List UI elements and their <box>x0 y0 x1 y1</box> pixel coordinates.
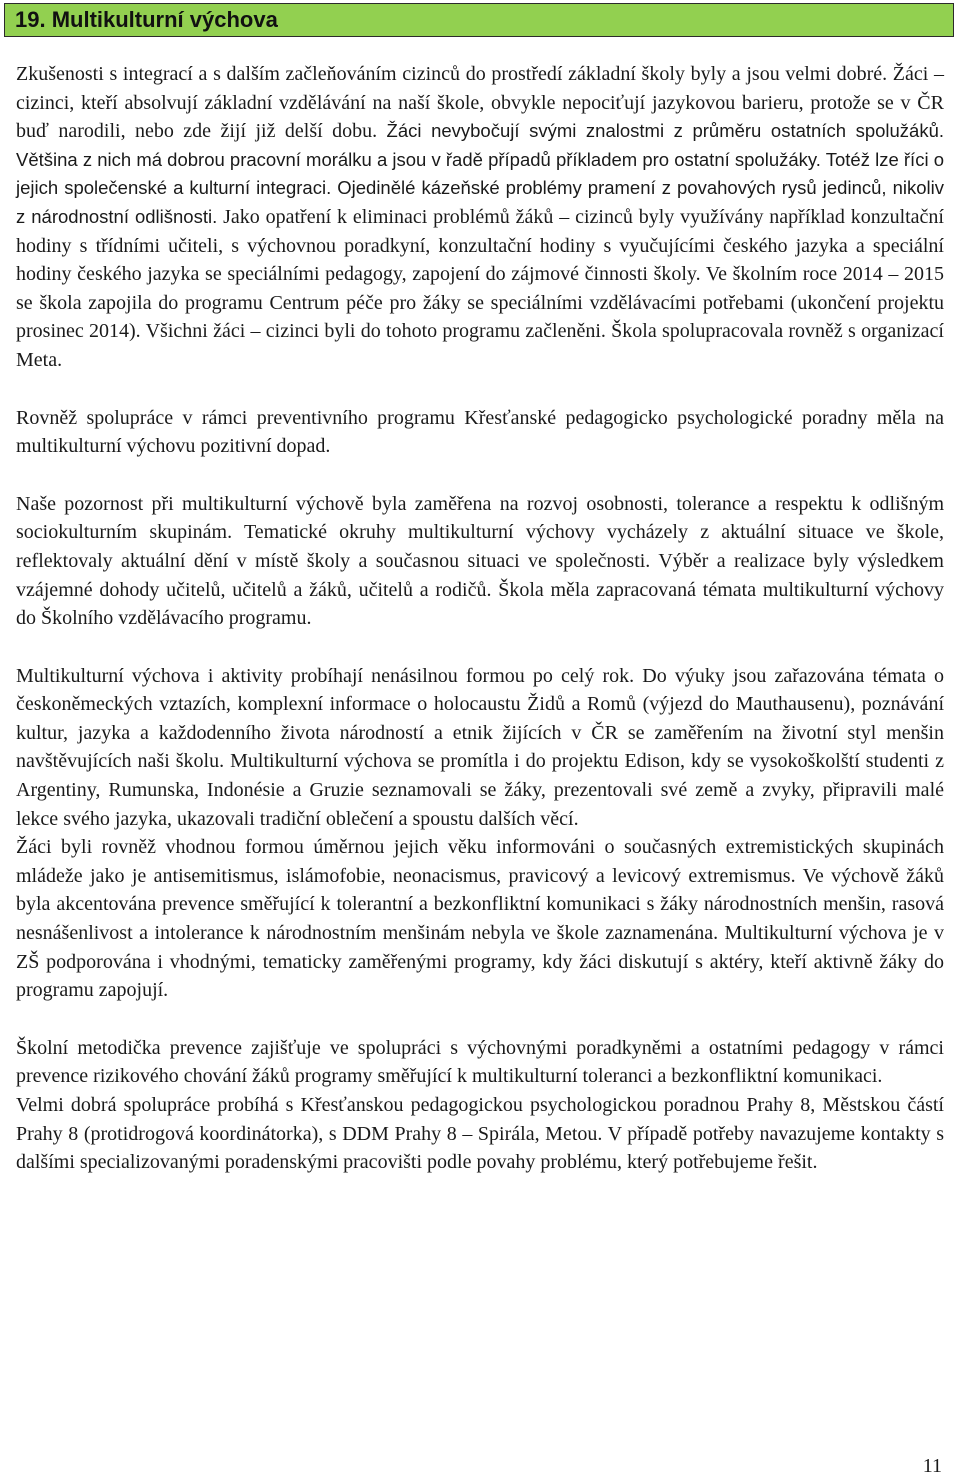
paragraph-counseling: Rovněž spolupráce v rámci preventivního programu Křesťanské pedagogicko psychologické poradny měla na multikulturní výchovu pozitivní dopad. <box>16 406 944 458</box>
paragraph-focus: Naše pozornost při multikulturní výchově byla zaměřena na rozvoj osobnosti, tolerance a respektu k odlišným sociokulturním skupinám. Tematické okruhy multikulturní výchovy vycházely z aktuální situace ve škole, reflektovaly aktuální dění v místě školy a současnou situaci ve společnosti. Výběr a realizace byly výsledkem vzájemné dohody učitelů, učitelů a žáků, učitelů a rodičů. Škola měla zapracovaná témata multikulturní výchovy do Školního vzdělávacího programu. <box>16 492 944 630</box>
paragraph-prevention: Školní metodička prevence zajišťuje ve spolupráci s výchovnými poradkyněmi a ostatními pedagogy v rámci prevence rizikového chování žáků programy směřující k multikulturní toleranci a bezkonfliktní komunikaci. <box>16 1036 944 1088</box>
paragraph-integration-part1: Zkušenosti s integrací a s dalším začleňováním cizinců do prostředí základní školy byly a jsou velmi dobré. Žáci – cizinci, kteří absolvují základní vzdělávání na naší škole, obvykle nepociťují jazykovou barieru, protože se v ČR buď narodili, nebo zde žijí již delší dobu. <box>16 63 944 143</box>
section-heading: 19. Multikulturní výchova <box>4 3 954 37</box>
paragraph-integration-part2: Žáci nevybočují svými znalostmi z průměru ostatních spolužáků. Většina z nich má dobrou pracovní morálku a jsou v řadě případů příkladem pro ostatní spolužáky. Totéž lze říci o jejich společenské a kulturní integraci. Ojedinělé kázeňské problémy pramení z povahových rysů jedinců, nikoliv z národnostní odlišnosti. <box>16 120 945 227</box>
paragraph-activities: Multikulturní výchova i aktivity probíhají nenásilnou formou po celý rok. Do výuky jsou zařazována témata o českoněmeckých vztazích, komplexní informace o holocaustu Židů a Romů (výjezd do Mauthausenu), poznávání kultur, jazyka a každodenního života národností a etnik žijících v ČR se zaměřením na životní styl menšin navštěvujících naši školu. Multikulturní výchova se promítla i do projektu Edison, kdy se vysokoškolští studenti z Argentiny, Rumunska, Indonésie a Gruzie seznamovali se žáky, prezentovali své země a zvyky, připravili malé lekce svého jazyka, ukazovali tradiční oblečení a spoustu dalších věcí. <box>16 664 944 830</box>
paragraph-extremism: Žáci byli rovněž vhodnou formou úměrnou jejich věku informováni o současných extremistických skupinách mládeže jako je antisemitismus, islámofobie, neonacismus, pravicový a levicový extremismus. Ve výchově žáků byla akcentována prevence směřující k tolerantní a bezkonfliktní komunikaci s žáky národnostních menšin, rasová nesnášenlivost a intolerance k národnostním menšinám nebyla ve škole zaznamenána. Multikulturní výchova je v ZŠ podporována i vhodnými, tematicky zaměřenými programy, kdy žáci diskutují s aktéry, kteří aktivně žáky do programu zapojují. <box>16 836 944 1002</box>
paragraph-integration <box>16 60 944 375</box>
document-body <box>16 60 944 1177</box>
page-number: 11 <box>922 1455 942 1477</box>
paragraph-cooperation: Velmi dobrá spolupráce probíhá s Křesťanskou pedagogickou psychologickou poradnou Prahy 8, Městskou částí Prahy 8 (protidrogová koordinátorka), s DDM Prahy 8 – Spirála, Metou. V případě potřeby navazujeme kontakty s dalšími specializovanými poradenskými pracovišti podle povahy problému, který potřebujeme řešit. <box>16 1094 944 1174</box>
paragraph-integration-part3: Jako opatření k eliminaci problémů žáků – cizinců byly využívány například konzultační hodiny s třídními učiteli, s výchovnou poradkyní, konzultační hodiny s vyučujícími českého jazyka a speciální hodiny českého jazyka se speciálními pedagogy, zapojení do zájmové činnosti školy. Ve školním roce 2014 – 2015 se škola zapojila do programu Centrum péče pro žáky se speciálními vzdělávacími potřebami (ukončení projektu prosinec 2014). Všichni žáci – cizinci byli do tohoto programu začleněni. Škola spolupracovala rovněž s organizací Meta. <box>16 205 944 371</box>
